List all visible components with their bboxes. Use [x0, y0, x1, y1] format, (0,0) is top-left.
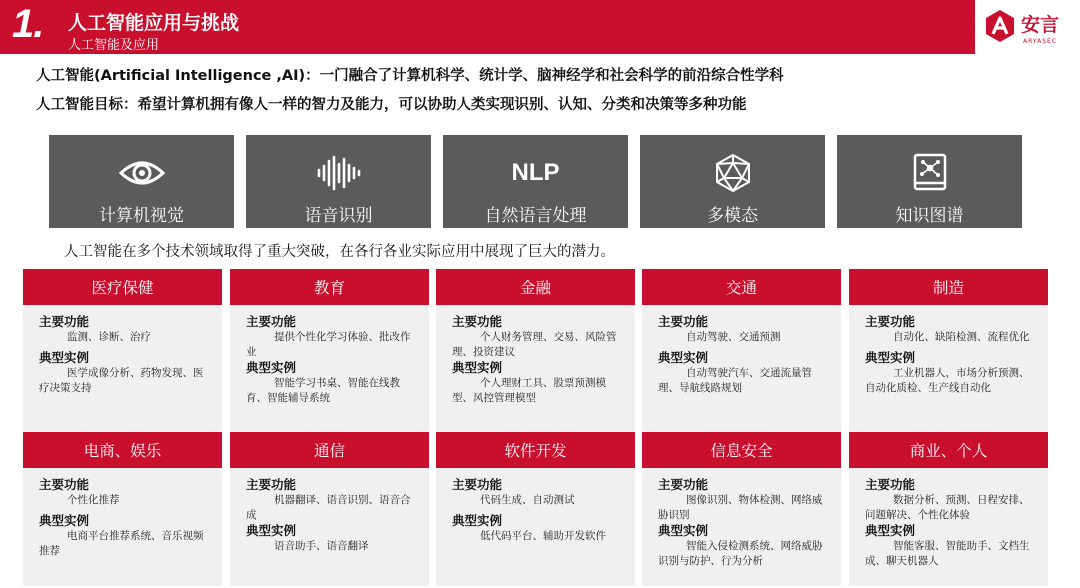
tile-speech-recognition: [246, 135, 431, 228]
tile-label: 多模态: [707, 206, 758, 226]
polyhedron-icon: [713, 153, 753, 193]
title-banner: [0, 0, 975, 54]
knowledge-graph-icon: [911, 153, 949, 193]
function-text: 自动化、缺陷检测、流程优化: [893, 331, 1030, 343]
function-label: 主要功能: [452, 477, 503, 492]
card-title: 教育: [230, 269, 429, 305]
function-label: 主要功能: [246, 477, 297, 492]
function-label: 主要功能: [452, 314, 503, 329]
example-label: 典型实例: [39, 350, 90, 365]
card-title: 商业、个人: [849, 432, 1048, 468]
card-manufacturing: [849, 269, 1048, 433]
card-title: 软件开发: [436, 432, 635, 468]
example-label: 典型实例: [452, 513, 503, 528]
example-text: 智能学习书桌、智能在线教育、智能辅导系统: [246, 377, 400, 404]
eye-icon: [119, 158, 165, 188]
card-title: 金融: [436, 269, 635, 305]
summary-text: 人工智能在多个技术领域取得了重大突破，在各行各业实际应用中展现了巨大的潜力。: [64, 244, 615, 260]
card-title: 电商、娱乐: [23, 432, 222, 468]
example-text: 智能入侵检测系统、网络威胁识别与防护、行为分析: [658, 540, 823, 567]
function-text: 机器翻译、语音识别、语音合成: [246, 494, 411, 521]
function-label: 主要功能: [865, 477, 916, 492]
ai-definition: 人工智能(Artificial Intelligence ,AI)：一门融合了计算机科学、统计学、脑神经学和社会科学的前沿综合性学科: [36, 68, 784, 84]
example-text: 个人理财工具、股票预测模型、风控管理模型: [452, 377, 606, 404]
card-body: [23, 305, 222, 433]
function-text: 个人财务管理、交易、风险管理、投资建议: [452, 331, 617, 358]
example-text: 智能客服、智能助手、文档生成、聊天机器人: [865, 540, 1030, 567]
soundwave-icon: [316, 155, 362, 191]
card-finance: [436, 269, 635, 433]
example-label: 典型实例: [246, 360, 297, 375]
function-text: 代码生成、自动测试: [480, 494, 575, 506]
example-text: 电商平台推荐系统、音乐视频推荐: [39, 530, 204, 557]
function-text: 个性化推荐: [67, 494, 120, 506]
card-body: [436, 468, 635, 586]
card-title: 信息安全: [642, 432, 841, 468]
card-body: [23, 468, 222, 586]
card-healthcare: [23, 269, 222, 433]
card-business-personal: [849, 432, 1048, 586]
tile-computer-vision: [49, 135, 234, 228]
card-body: [230, 468, 429, 586]
function-text: 提供个性化学习体验、批改作业: [246, 331, 411, 358]
card-title: 医疗保健: [23, 269, 222, 305]
function-label: 主要功能: [246, 314, 297, 329]
card-body: [642, 305, 841, 433]
card-title: 制造: [849, 269, 1048, 305]
ai-goal: 人工智能目标：希望计算机拥有像人一样的智力及能力，可以协助人类实现识别、认知、分类和决策等多种功能: [36, 97, 747, 113]
aryasec-logo-icon: [983, 9, 1017, 43]
function-label: 主要功能: [39, 314, 90, 329]
card-title: 通信: [230, 432, 429, 468]
card-info-security: [642, 432, 841, 586]
tile-label: 自然语言处理: [484, 206, 587, 226]
card-body: [230, 305, 429, 433]
example-label: 典型实例: [658, 350, 709, 365]
logo-text-en: ARYASEC: [1023, 38, 1057, 45]
page-subtitle: 人工智能及应用: [68, 38, 160, 53]
card-body: [849, 468, 1048, 586]
example-text: 工业机器人，市场分析预测、自动化质检、生产线自动化: [865, 367, 1030, 394]
tile-label: 语音识别: [304, 206, 373, 226]
function-label: 主要功能: [865, 314, 916, 329]
function-text: 监测、诊断、治疗: [67, 331, 151, 343]
example-label: 典型实例: [39, 513, 90, 528]
card-title: 交通: [642, 269, 841, 305]
tile-knowledge-graph: [837, 135, 1022, 228]
function-label: 主要功能: [658, 477, 709, 492]
function-label: 主要功能: [658, 314, 709, 329]
example-label: 典型实例: [865, 350, 916, 365]
card-software-dev: [436, 432, 635, 586]
logo-text-cn: 安言: [1021, 14, 1060, 36]
function-text: 自动驾驶、交通预测: [686, 331, 781, 343]
section-number: 1.: [12, 2, 44, 46]
example-label: 典型实例: [246, 523, 297, 538]
card-transportation: [642, 269, 841, 433]
brand-logo: [975, 0, 1080, 54]
nlp-text: NLP: [511, 159, 560, 186]
tile-label: 知识图谱: [895, 206, 964, 226]
card-ecommerce-entertainment: [23, 432, 222, 586]
card-body: [849, 305, 1048, 433]
card-body: [436, 305, 635, 433]
function-label: 主要功能: [39, 477, 90, 492]
card-education: [230, 269, 429, 433]
tile-nlp: [443, 135, 628, 228]
example-label: 典型实例: [452, 360, 503, 375]
example-label: 典型实例: [865, 523, 916, 538]
example-label: 典型实例: [658, 523, 709, 538]
example-text: 低代码平台、辅助开发软件: [480, 530, 606, 542]
example-text: 语音助手、语音翻译: [274, 540, 369, 552]
function-text: 图像识别、物体检测、网络威胁识别: [658, 494, 823, 521]
card-body: [642, 468, 841, 586]
example-text: 医学成像分析、药物发现、医疗决策支持: [39, 367, 204, 394]
example-text: 自动驾驶汽车、交通流量管理、导航线路规划: [658, 367, 812, 394]
tile-multimodal: [640, 135, 825, 228]
card-telecom: [230, 432, 429, 586]
tile-label: 计算机视觉: [99, 206, 184, 226]
function-text: 数据分析、预测、日程安排、问题解决、个性化体验: [865, 494, 1030, 521]
page-title: 人工智能应用与挑战: [68, 12, 240, 34]
